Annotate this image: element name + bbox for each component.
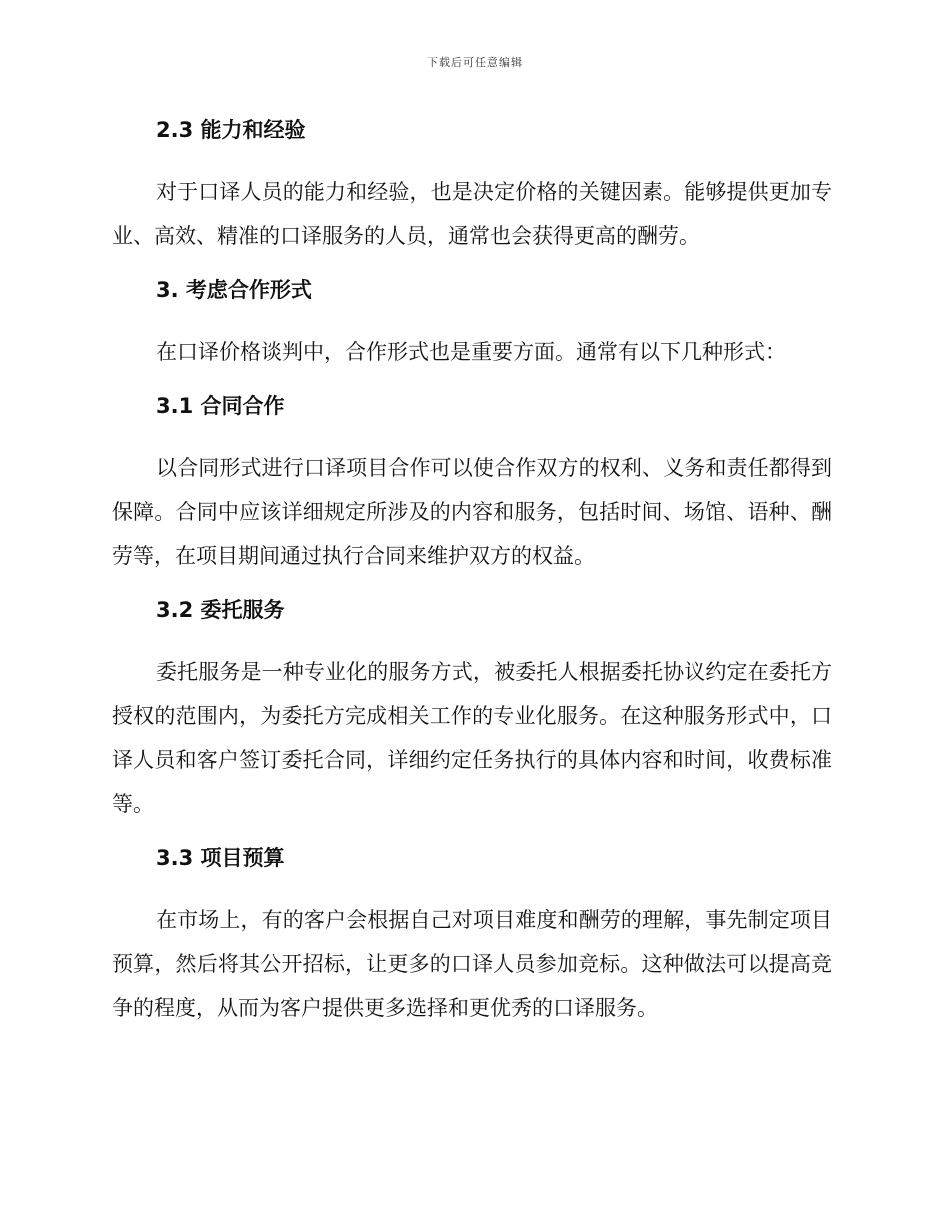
section-paragraph-3-1: 以合同形式进行口译项目合作可以使合作双方的权利、义务和责任都得到保障。合同中应该详细规定所涉及的内容和服务，包括时间、场馆、语种、酬劳等，在项目期间通过执行合同来维护双方的权益。 (112, 456, 832, 568)
section-heading-3-3: 3.3 项目预算 (156, 846, 285, 870)
page-header-note: 下载后可任意编辑 (427, 56, 523, 69)
section-heading-3-1: 3.1 合同合作 (156, 394, 285, 418)
section-heading-3-2: 3.2 委托服务 (156, 598, 285, 622)
section-paragraph-3-3: 在市场上，有的客户会根据自己对项目难度和酬劳的理解，事先制定项目预算，然后将其公开招标，让更多的口译人员参加竞标。这种做法可以提高竞争的程度，从而为客户提供更多选择和更优秀的口译服务。 (112, 908, 832, 1020)
section-heading-2-3: 2.3 能力和经验 (156, 118, 306, 142)
document-body (112, 112, 832, 1030)
section-heading-3: 3. 考虑合作形式 (156, 278, 312, 302)
section-paragraph-3-2: 委托服务是一种专业化的服务方式，被委托人根据委托协议约定在委托方授权的范围内，为委托方完成相关工作的专业化服务。在这种服务形式中，口译人员和客户签订委托合同，详细约定任务执行的具体内容和时间，收费标准等。 (112, 660, 832, 816)
section-paragraph-2-3: 对于口译人员的能力和经验，也是决定价格的关键因素。能够提供更加专业、高效、精准的口译服务的人员，通常也会获得更高的酬劳。 (112, 180, 832, 248)
section-paragraph-3: 在口译价格谈判中，合作形式也是重要方面。通常有以下几种形式： (156, 340, 786, 364)
